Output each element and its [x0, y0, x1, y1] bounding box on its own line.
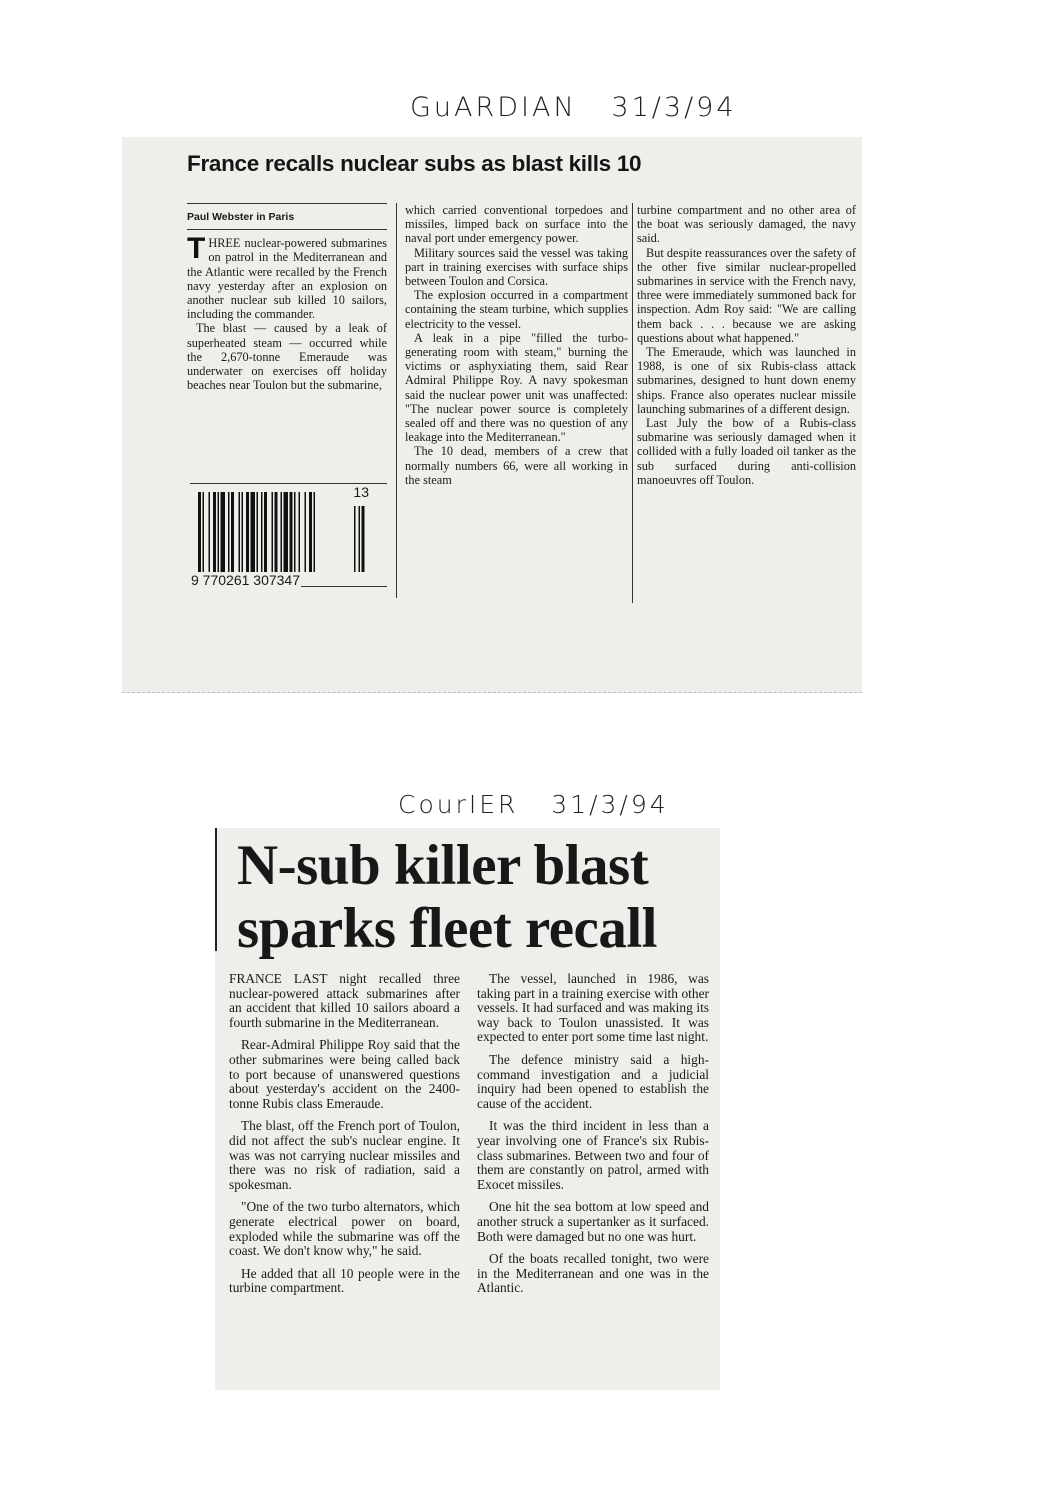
guardian-column-1 [187, 203, 387, 392]
barcode-bars-icon [198, 492, 368, 578]
guardian-byline: Paul Webster in Paris [187, 210, 387, 230]
courier-column-2 [477, 972, 709, 1304]
courier-paragraph: He added that all 10 people were in the turbine compartment. [229, 1265, 460, 1296]
courier-paragraph: The blast, off the French port of Toulon, did not affect the sub's nuclear engine. It was was not carrying nuclear missiles and there was no risk of radiation, said a spokesman. [229, 1118, 460, 1192]
courier-paragraph: "One of the two turbo alternators, which generate electrical power on board, exploded while the submarine was off the coast. We don't know why," he said. [229, 1199, 460, 1259]
guardian-dropcap: T [187, 232, 206, 266]
courier-paragraph: Of the boats recalled tonight, two were in the Mediterranean and one was in the Atlantic. [477, 1251, 709, 1296]
courier-paragraph: Rear-Admiral Philippe Roy said that the other submarines were being called back to port because of unanswered questions about yesterday's accident on the 2400-tonne Rubis class Emeraude. [229, 1037, 460, 1111]
guardian-paragraph: The blast — caused by a leak of superheated steam — occurred while the 2,670-tonne Emeraude was underwater on exercises off holiday beaches near Toulon but the submarine, [187, 321, 387, 393]
barcode [190, 483, 387, 587]
courier-headline [237, 834, 717, 960]
guardian-column-2 [405, 203, 628, 487]
courier-paragraph: One hit the sea bottom at low speed and another struck a supertanker as it surfaced. Both were damaged but no one was hurt. [477, 1199, 709, 1244]
guardian-paragraph: But despite reassurances over the safety of the other five similar nuclear-propelled submarines in service with the French navy, three were immediately summoned back for inspection. Adm Roy said: "We are calling them back . . . because we are asking questions about what happened." [637, 245, 856, 345]
courier-column-1 [229, 972, 460, 1304]
courier-paragraph: FRANCE LAST night recalled three nuclear-powered attack submarines after an accident that killed 10 sailors aboard a fourth submarine in the Mediterranean. [229, 971, 460, 1030]
courier-clipping [215, 828, 720, 1390]
guardian-paragraph: The explosion occurred in a compartment containing the steam turbine, which supplies electricity to the vessel. [405, 288, 628, 331]
courier-headline-line-2: sparks fleet recall [237, 897, 658, 960]
courier-paragraph: The defence ministry said a high-command investigation and a judicial inquiry had been opened to establish the cause of the accident. [477, 1051, 709, 1111]
guardian-paragraph: The Emeraude, which was launched in 1988, is one of six Rubis-class attack submarines, designed to hunt down enemy ships. France also operates nuclear missile launching submarines of a different design. [637, 345, 856, 416]
guardian-headline: France recalls nuclear subs as blast kills 10 [187, 151, 642, 176]
guardian-column-3 [637, 203, 856, 487]
guardian-clipping [122, 137, 862, 693]
courier-paragraph: It was the third incident in less than a year involving one of France's six Rubis-class submarines. Between two and four of them are constantly on patrol, armed with Exocet missiles. [477, 1118, 709, 1192]
courier-paragraph: The vessel, launched in 1986, was taking part in a training exercise with other vessels. It had surfaced and was making its way back to Toulon unassisted. It was expected to enter port some time last night. [477, 971, 709, 1045]
guardian-paragraph: which carried conventional torpedoes and missiles, limped back on surface into the naval port under emergency power. [405, 203, 628, 246]
barcode-digits: 9 770261 307347 [191, 572, 300, 588]
courier-handwritten-note: CourIER 31/3/94 [398, 790, 669, 819]
courier-headline-line-1: N-sub killer blast [237, 834, 649, 897]
guardian-handwritten-note: GuARDIAN 31/3/94 [410, 92, 737, 123]
guardian-paragraph: THREE nuclear-powered submarines on patrol in the Mediterranean and the Atlantic were recalled by the French navy yesterday after an explosion on another nuclear sub killed 10 sailors, including the commander. [187, 232, 387, 322]
guardian-paragraph: A leak in a pipe "filled the turbo-generating room with steam," burning the victims or asphyxiating them, said Rear Admiral Philippe Roy. A navy spokesman said the nuclear power unit was unaffected: "The nuclear power source is completely sealed off and there was no question of any leakage into the Mediterranean." [405, 330, 628, 445]
guardian-paragraph: The 10 dead, members of a crew that normally numbers 66, were all working in the steam [405, 444, 628, 487]
guardian-paragraph: Last July the bow of a Rubis-class submarine was seriously damaged when it collided with a fully loaded oil tanker as the sub surfaced during anti-collision manoeuvres off Toulon. [637, 416, 856, 487]
guardian-paragraph: turbine compartment and no other area of the boat was seriously damaged, the navy said. [637, 203, 856, 246]
issue-number: 13 [353, 484, 369, 500]
guardian-paragraph: Military sources said the vessel was taking part in training exercises with surface ships between Toulon and Corsica. [405, 245, 628, 289]
